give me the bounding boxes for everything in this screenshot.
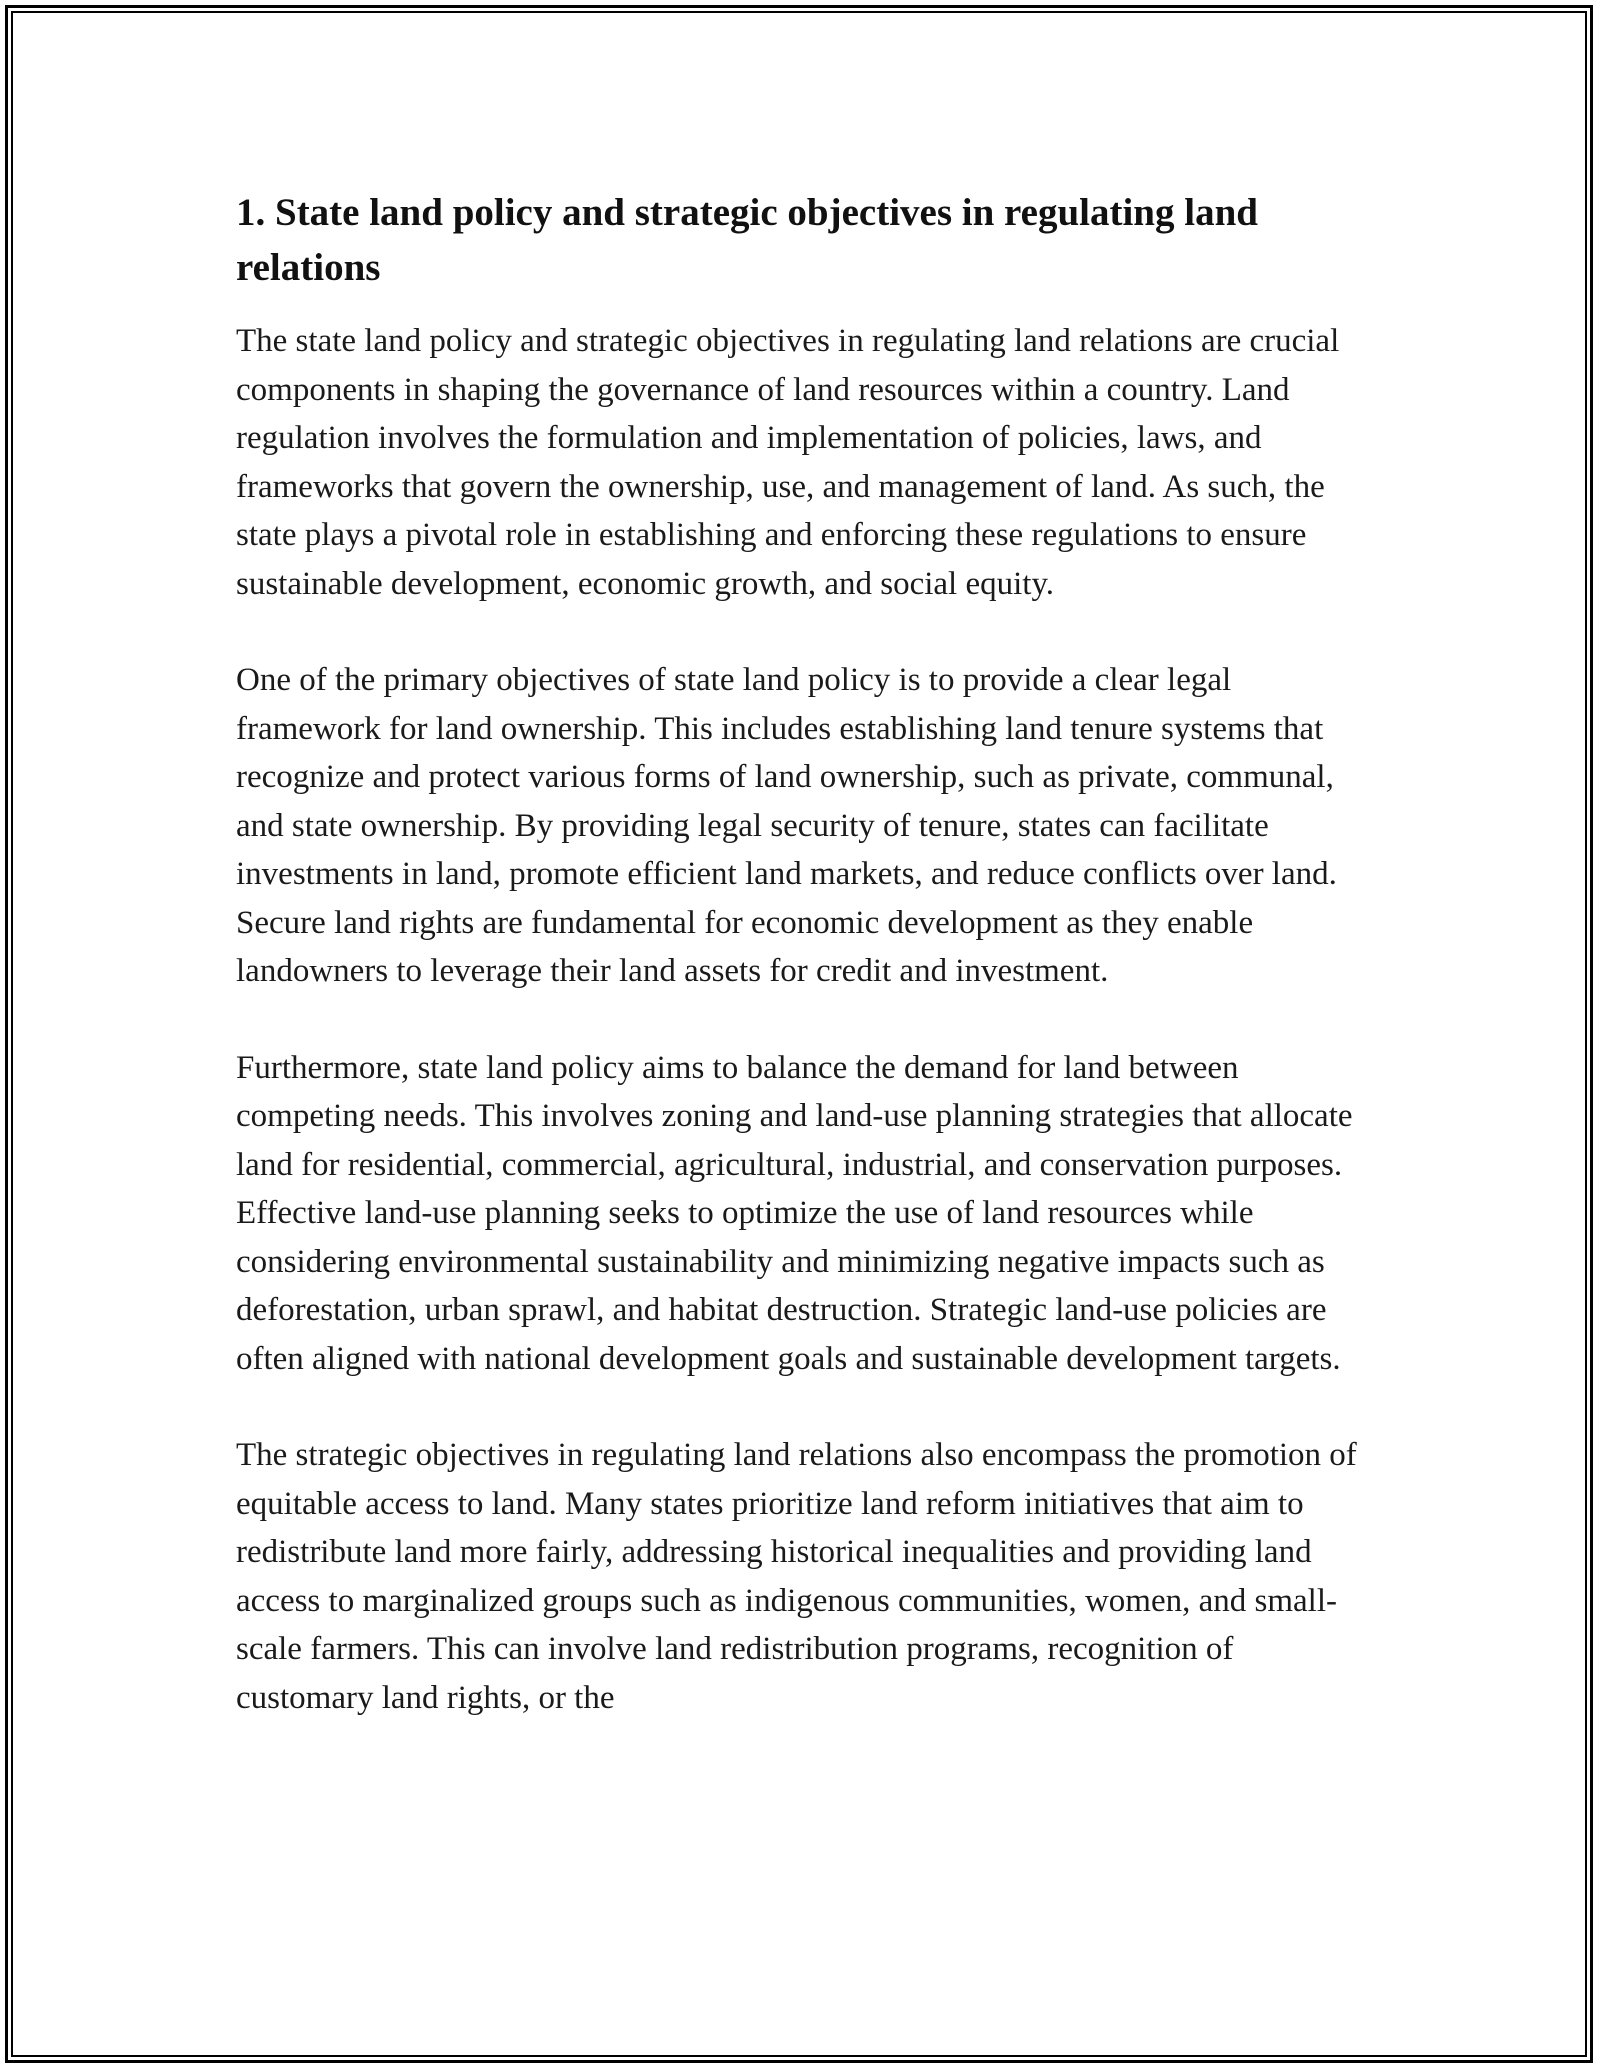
document-body [236,185,1376,1770]
paragraph-4: The strategic objectives in regulating land relations also encompass the promotion of equitable access to land. Many states prioritize land reform initiatives that aim to redistribute land more fairly, addressing historical inequalities and providing land access to marginalized groups such as indigenous communities, women, and small-scale farmers. This can involve land redistribution programs, recognition of customary land rights, or the [236,1437,1357,1716]
section-heading: 1. State land policy and strategic objectives in regulating land relations [236,191,1258,289]
paragraph-3: Furthermore, state land policy aims to balance the demand for land between competing needs. This involves zoning and land-use planning strategies that allocate land for residential, commercial, agricultural, industrial, and conservation purposes. Effective land-use planning seeks to optimize the use of land resources while considering environmental sustainability and minimizing negative impacts such as deforestation, urban sprawl, and habitat destruction. Strategic land-use policies are often aligned with national development goals and sustainable development targets. [236,1049,1353,1377]
paragraph-1: The state land policy and strategic objectives in regulating land relations are crucial components in shaping the governance of land resources within a country. Land regulation involves the formulation and implementation of policies, laws, and frameworks that govern the ownership, use, and management of land. As such, the state plays a pivotal role in establishing and enforcing these regulations to ensure sustainable development, economic growth, and social equity. [236,323,1340,602]
paragraph-2: One of the primary objectives of state land policy is to provide a clear legal framework for land ownership. This includes establishing land tenure systems that recognize and protect various forms of land ownership, such as private, communal, and state ownership. By providing legal security of tenure, states can facilitate investments in land, promote efficient land markets, and reduce conflicts over land. Secure land rights are fundamental for economic development as they enable landowners to leverage their land assets for credit and investment. [236,662,1337,989]
